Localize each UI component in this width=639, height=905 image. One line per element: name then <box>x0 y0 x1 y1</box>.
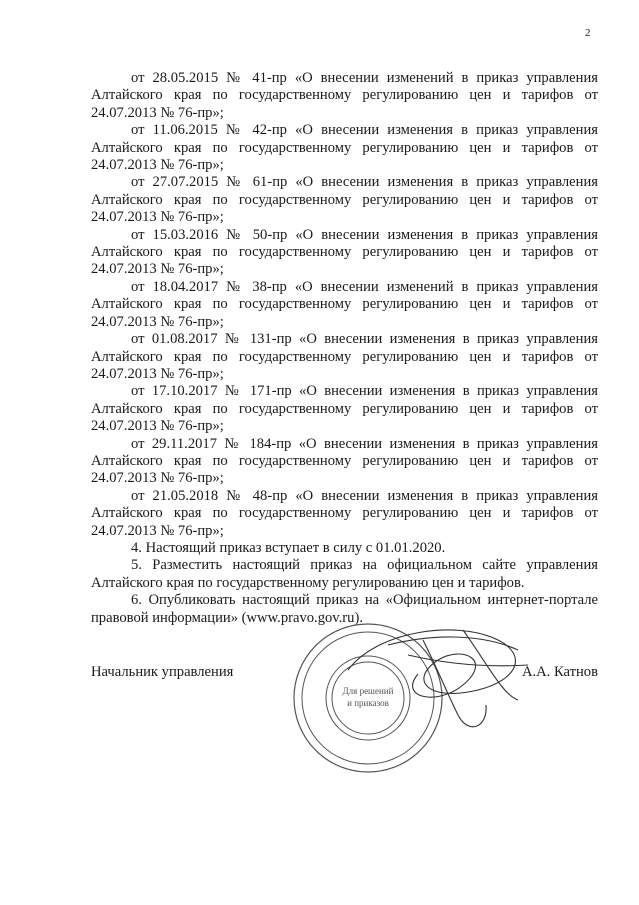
stamp-and-signature <box>288 610 558 775</box>
document-body <box>91 70 598 627</box>
paragraph-amendment-9: от 21.05.2018 № 48-пр «О внесении изменения в приказ управления Алтайского края по государственному регулированию цен и тарифов от 24.07.2013 № 76-пр»; <box>91 487 598 539</box>
paragraph-amendment-1: от 28.05.2015 № 41-пр «О внесении изменений в приказ управления Алтайского края по государственному регулированию цен и тарифов от 24.07.2013 № 76-пр»; <box>91 70 598 121</box>
svg-text:и приказов: и приказов <box>347 698 389 708</box>
paragraph-amendment-6: от 01.08.2017 № 131-пр «О внесении изменения в приказ управления Алтайского края по государственному регулированию цен и тарифов от 24.07.2013 № 76-пр»; <box>91 331 598 382</box>
svg-text:Для решений: Для решений <box>342 686 394 696</box>
official-seal <box>294 624 442 772</box>
paragraph-amendment-4: от 15.03.2016 № 50-пр «О внесении изменения в приказ управления Алтайского края по государственному регулированию цен и тарифов от 24.07.2013 № 76-пр»; <box>91 226 598 278</box>
paragraph-item-5: 5. Разместить настоящий приказ на официальном сайте управления Алтайского края по государственному регулированию цен и тарифов. <box>91 557 598 591</box>
paragraph-item-4: 4. Настоящий приказ вступает в силу с 01.01.2020. <box>131 539 446 556</box>
signatory-name: А.А. Катнов <box>521 664 598 680</box>
page-number: 2 <box>585 27 591 39</box>
paragraph-amendment-3: от 27.07.2015 № 61-пр «О внесении изменения в приказ управления Алтайского края по государственному регулированию цен и тарифов от 24.07.2013 № 76-пр»; <box>91 174 598 226</box>
handwritten-signature <box>348 630 528 727</box>
paragraph-amendment-7: от 17.10.2017 № 171-пр «О внесении изменения в приказ управления Алтайского края по государственному регулированию цен и тарифов от 24.07.2013 № 76-пр»; <box>91 383 598 435</box>
signatory-title: Начальник управления <box>91 664 234 680</box>
paragraph-item-6: 6. Опубликовать настоящий приказ на «Официальном интернет-портале правовой информации» (www.pravo.gov.ru). <box>91 592 598 626</box>
paragraph-amendment-5: от 18.04.2017 № 38-пр «О внесении изменений в приказ управления Алтайского края по государственному регулированию цен и тарифов от 24.07.2013 № 76-пр»; <box>91 278 598 330</box>
paragraph-amendment-8: от 29.11.2017 № 184-пр «О внесении изменения в приказ управления Алтайского края по государственному регулированию цен и тарифов от 24.07.2013 № 76-пр»; <box>91 435 598 487</box>
paragraph-amendment-2: от 11.06.2015 № 42-пр «О внесении изменения в приказ управления Алтайского края по государственному регулированию цен и тарифов от 24.07.2013 № 76-пр»; <box>91 122 598 174</box>
